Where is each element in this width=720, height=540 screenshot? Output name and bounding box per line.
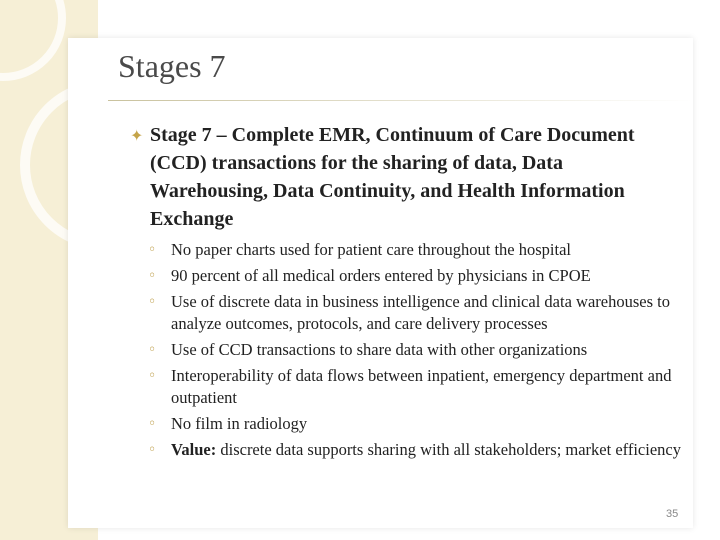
- circle-bullet-icon: ◦: [148, 442, 157, 458]
- slide-title: Stages 7: [118, 48, 226, 84]
- page-number: 35: [666, 508, 679, 520]
- decorative-ring: [0, 0, 66, 81]
- circle-bullet-icon: ◦: [148, 294, 157, 310]
- list-item-text: discrete data supports sharing with all stakeholders; market efficiency: [216, 440, 681, 459]
- circle-bullet-icon: ◦: [148, 342, 157, 358]
- value-label: Value:: [171, 440, 217, 459]
- title-divider: [108, 100, 693, 101]
- list-item: [148, 239, 688, 261]
- lead-bullet: [130, 121, 670, 233]
- list-item-text: 90 percent of all medical orders entered by physicians in CPOE: [171, 266, 591, 285]
- list-item: [148, 413, 688, 435]
- list-item-text: No paper charts used for patient care throughout the hospital: [171, 240, 571, 259]
- list-item-text: Use of CCD transactions to share data with other organizations: [171, 340, 588, 359]
- circle-bullet-icon: ◦: [148, 268, 157, 284]
- list-item: [148, 365, 688, 409]
- list-item: [148, 339, 688, 361]
- list-item-text: Use of discrete data in business intelligence and clinical data warehouses to analyze outcomes, protocols, and care delivery processes: [171, 292, 670, 333]
- list-item-text: No film in radiology: [171, 414, 308, 433]
- sub-bullet-list: [148, 239, 688, 465]
- circle-bullet-icon: ◦: [148, 242, 157, 258]
- bullet-icon: ✦: [130, 126, 144, 145]
- list-item: [148, 265, 688, 287]
- list-item: [148, 439, 688, 461]
- list-item: [148, 291, 688, 335]
- lead-text: Stage 7 – Complete EMR, Continuum of Care Document (CCD) transactions for the sharing of data, Data Warehousing, Data Continuity, and Health Information Exchange: [150, 124, 635, 230]
- list-item-text: Interoperability of data flows between inpatient, emergency department and outpatient: [171, 366, 672, 407]
- circle-bullet-icon: ◦: [148, 416, 157, 432]
- circle-bullet-icon: ◦: [148, 368, 157, 384]
